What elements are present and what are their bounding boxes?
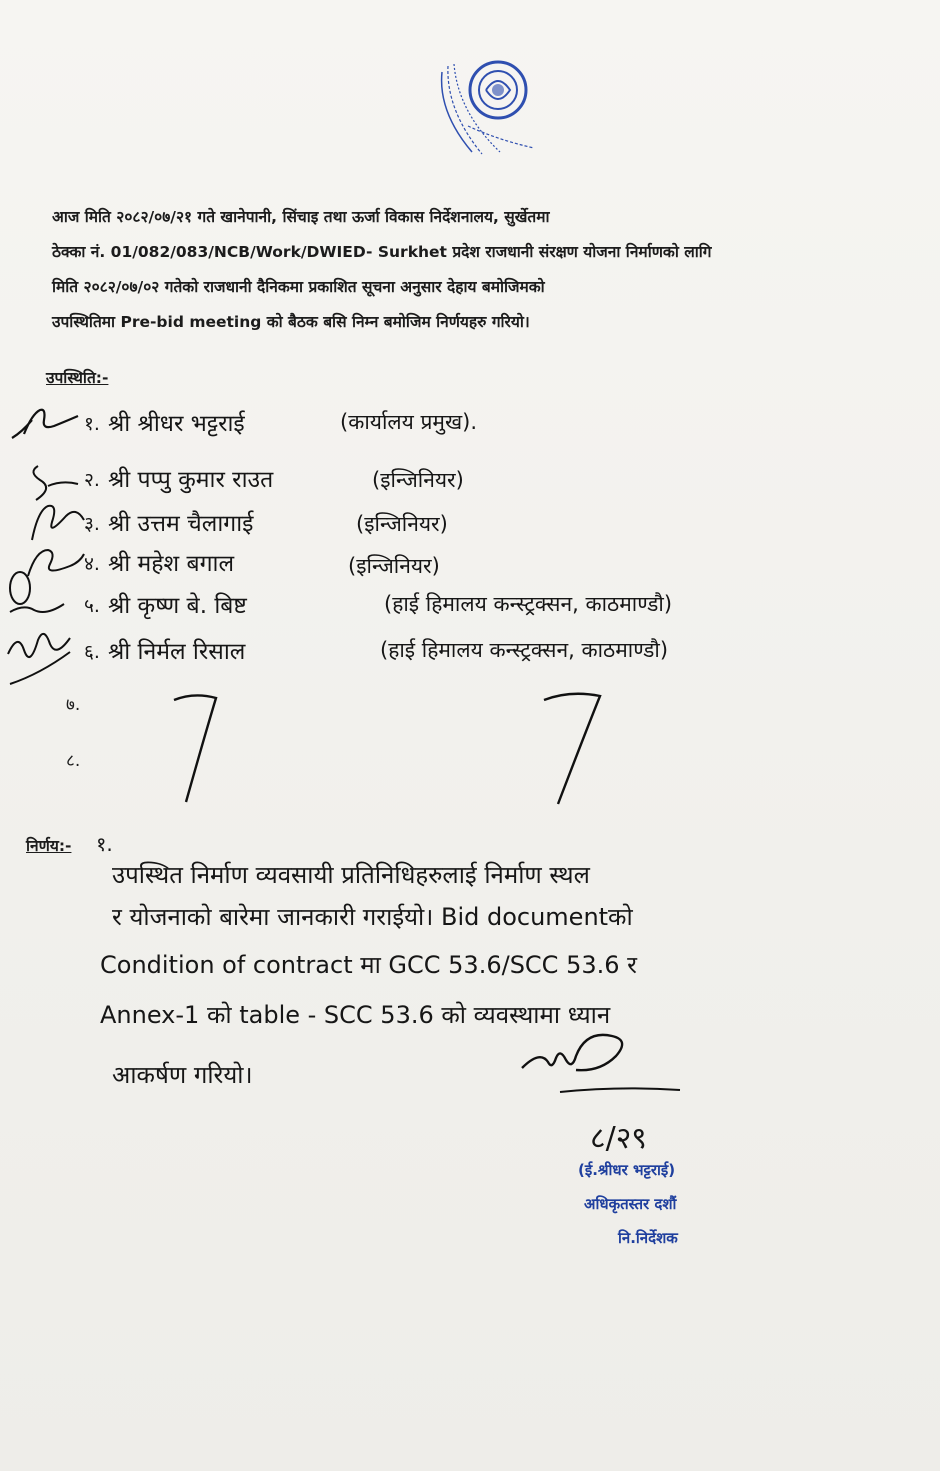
row-number: ३. — [84, 513, 100, 535]
attendance-row — [0, 500, 940, 544]
row-number: ६. — [84, 641, 100, 663]
attendee-role: (कार्यालय प्रमुख). — [340, 410, 478, 434]
decision-line: र योजनाको बारेमा जानकारी गराईयो। Bid documentको — [112, 903, 633, 931]
row-number: २. — [84, 469, 100, 491]
row-number: १. — [84, 413, 100, 435]
decision-number: १. — [96, 832, 113, 856]
strike-mark — [170, 690, 230, 810]
signature-date: ८/२९ — [590, 1121, 647, 1156]
row-number: ५. — [84, 595, 100, 617]
attendee-name: श्री कृष्ण बे. बिष्ट — [108, 593, 247, 619]
attendee-role: (हाई हिमालय कन्स्ट्रक्सन, काठमाण्डौ) — [384, 592, 673, 616]
attendance-row — [0, 628, 940, 672]
row-number: ४. — [84, 553, 100, 575]
decision-line: Annex-1 को table - SCC 53.6 को व्यवस्थामा ध्यान — [100, 1001, 611, 1029]
paragraph-line: ठेक्का नं. 01/082/083/NCB/Work/DWIED- Surkhet प्रदेश राजधानी संरक्षण योजना निर्माणको लागि — [52, 243, 712, 261]
attendee-name: श्री महेश बगाल — [108, 551, 235, 577]
attendance-row — [0, 540, 940, 584]
attendance-row — [0, 400, 940, 444]
decision-line: आकर्षण गरियो। — [112, 1061, 253, 1089]
attendance-heading: उपस्थिति:- — [46, 369, 109, 387]
attendance-row — [0, 582, 940, 626]
signature-mark — [10, 404, 90, 444]
office-seal-logo — [428, 52, 546, 162]
stamp-role: नि.निर्देशक — [618, 1229, 678, 1247]
signature-mark — [4, 572, 94, 628]
meeting-intro-paragraph — [52, 200, 842, 340]
row-number-empty: ७. — [66, 695, 81, 715]
attendee-name: श्री पप्पु कुमार राउत — [108, 467, 274, 493]
decision-line: Condition of contract मा GCC 53.6/SCC 53.6 र — [100, 951, 637, 979]
attendee-name: श्री उत्तम चैलागाई — [108, 511, 254, 537]
row-number-empty: ८. — [66, 751, 81, 771]
stamp-name: (ई.श्रीधर भट्टराई) — [578, 1161, 676, 1179]
attendance-row — [0, 456, 940, 500]
attendee-role: (इन्जिनियर) — [348, 554, 440, 578]
paragraph-line: मिति २०८२/०७/०२ गतेको राजधानी दैनिकमा प्रकाशित सूचना अनुसार देहाय बमोजिमको — [52, 278, 545, 296]
decision-heading: निर्णय:- — [26, 837, 72, 855]
attendee-role: (हाई हिमालय कन्स्ट्रक्सन, काठमाण्डौ) — [380, 638, 669, 662]
attendee-role: (इन्जिनियर) — [372, 468, 464, 492]
paragraph-line: उपस्थितिमा Pre-bid meeting को बैठक बसि निम्न बमोजिम निर्णयहरु गरियो। — [52, 313, 530, 331]
strike-mark — [540, 688, 620, 812]
paragraph-line: आज मिति २०८२/०७/२१ गते खानेपानी, सिंचाइ तथा ऊर्जा विकास निर्देशनालय, सुर्खेतमा — [52, 208, 550, 226]
decision-line: उपस्थित निर्माण व्यवसायी प्रतिनिधिहरुलाई निर्माण स्थल — [112, 861, 590, 889]
attendee-name: श्री निर्मल रिसाल — [108, 639, 246, 665]
official-signature — [520, 1030, 690, 1110]
signature-mark — [4, 624, 94, 688]
stamp-title: अधिकृतस्तर दशौं — [584, 1195, 677, 1213]
attendee-name: श्री श्रीधर भट्टराई — [108, 411, 245, 437]
attendee-role: (इन्जिनियर) — [356, 512, 448, 536]
signature-mark — [28, 458, 88, 502]
